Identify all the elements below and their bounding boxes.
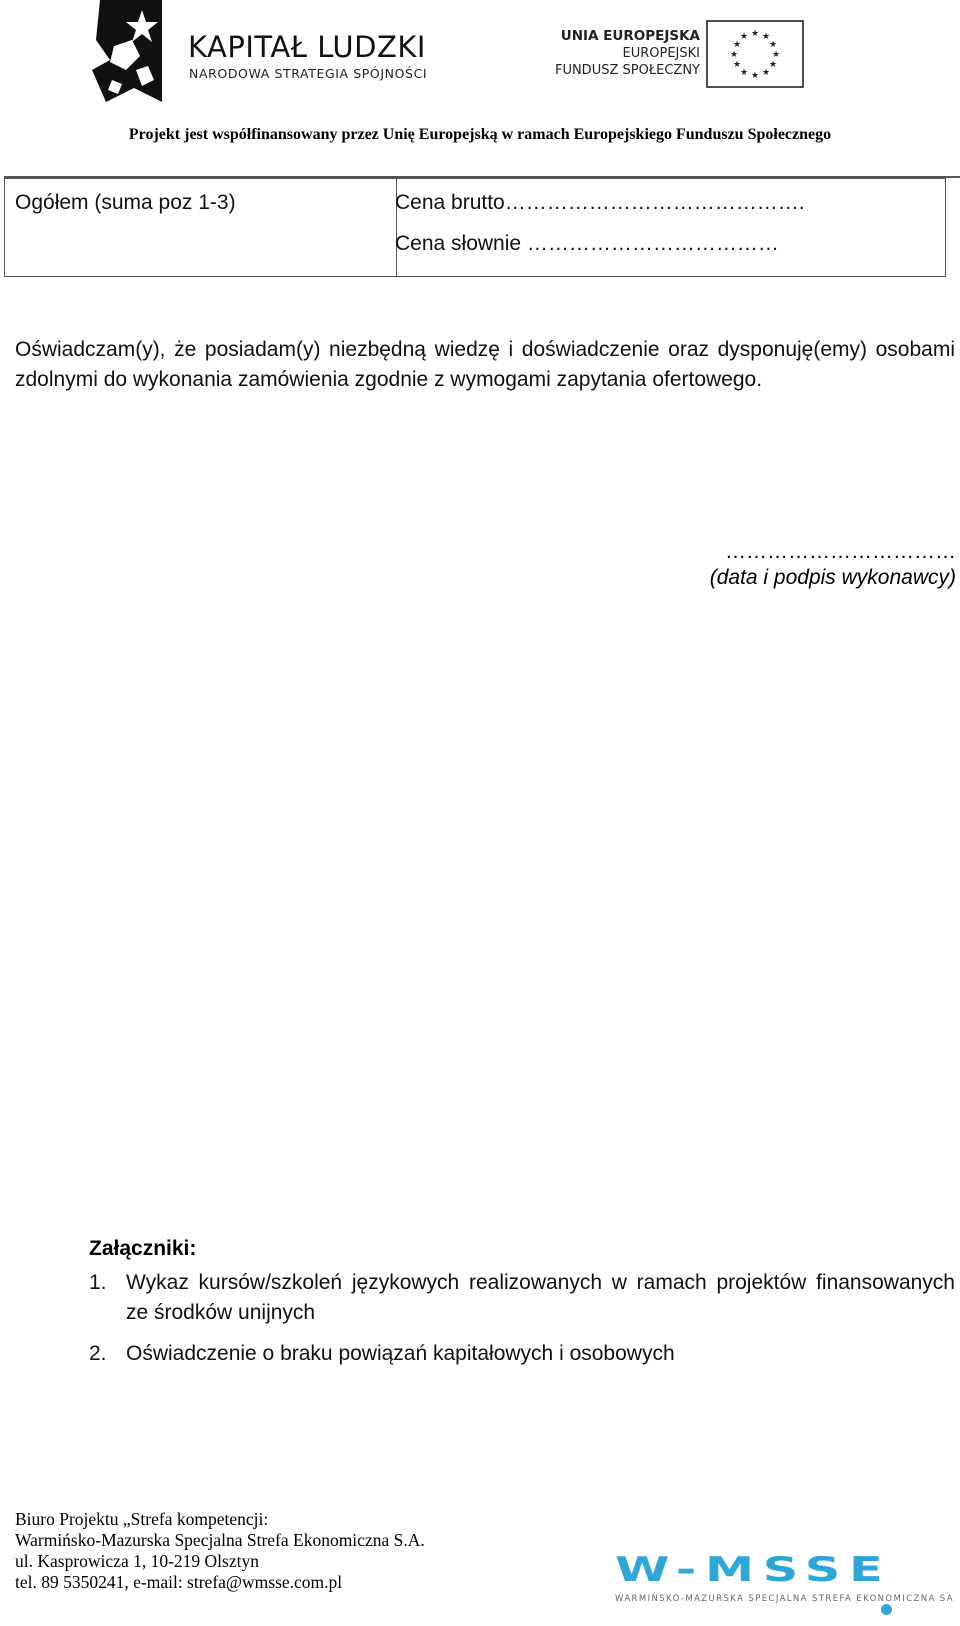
footer-address <box>15 1509 425 1593</box>
kapital-ludzki-title: KAPITAŁ LUDZKI <box>188 30 426 64</box>
attachment-number: 2. <box>89 1342 107 1365</box>
attachment-item <box>89 1268 955 1328</box>
price-gross-field: Cena brutto……………………………………. <box>395 191 805 214</box>
svg-text:★: ★ <box>739 68 749 78</box>
declaration-statement: Oświadczam(y), że posiadam(y) niezbędną wiedzę i doświadczenie oraz dysponuję(emy) osobami zdolnymi do wykonania zamówienia zgodnie z wymogami zapytania ofertowego. <box>15 338 955 391</box>
signature-caption: (data i podpis wykonawcy) <box>709 566 956 589</box>
eu-logo <box>556 20 816 90</box>
svg-text:★: ★ <box>732 40 742 50</box>
kapital-ludzki-subtitle: NARODOWA STRATEGIA SPÓJNOŚCI <box>189 66 428 81</box>
summary-table <box>4 178 946 277</box>
wmsse-logo <box>615 1550 954 1622</box>
svg-text:★: ★ <box>768 60 778 70</box>
eu-logo-line3: FUNDUSZ SPOŁECZNY <box>554 63 700 78</box>
wmsse-dot-icon <box>881 1604 892 1615</box>
kapital-ludzki-emblem-icon <box>92 0 162 110</box>
svg-text:★: ★ <box>761 32 771 42</box>
svg-text:★: ★ <box>732 60 742 70</box>
attachment-number: 1. <box>89 1271 107 1294</box>
eu-logo-text <box>555 28 700 79</box>
footer-line-4: tel. 89 5350241, e-mail: strefa@wmsse.com.pl <box>15 1572 343 1592</box>
eu-logo-line2: EUROPEJSKI <box>622 46 700 61</box>
svg-text:★: ★ <box>750 71 760 81</box>
svg-text:★: ★ <box>771 50 781 60</box>
cofinancing-note: Projekt jest współfinansowany przez Unię Europejską w ramach Europejskiego Funduszu Społecznego <box>128 126 832 143</box>
footer-line-3: ul. Kasprowicza 1, 10-219 Olsztyn <box>15 1551 259 1571</box>
svg-text:★: ★ <box>768 40 778 50</box>
footer-line-2: Warmińsko-Mazurska Specjalna Strefa Ekonomiczna S.A. <box>15 1530 425 1550</box>
summary-label-cell <box>5 179 397 276</box>
summary-label: Ogółem (suma poz 1-3) <box>15 191 236 214</box>
wmsse-logo-subtitle: WARMIŃSKO-MAZURSKA SPECJALNA STREFA EKONOMICZNA SA <box>615 1594 954 1604</box>
attachment-item <box>89 1339 955 1369</box>
attachment-text: Oświadczenie o braku powiązań kapitałowych i osobowych <box>126 1342 675 1365</box>
wmsse-logo-word: W-MSSE <box>615 1550 892 1590</box>
svg-text:★: ★ <box>729 50 739 60</box>
eu-logo-line1: UNIA EUROPEJSKA <box>560 28 700 44</box>
svg-text:★: ★ <box>750 29 760 39</box>
svg-text:★: ★ <box>761 68 771 78</box>
price-words-field: Cena słownie ……………………………… <box>395 232 779 255</box>
svg-text:★: ★ <box>739 32 749 42</box>
kapital-ludzki-logo <box>92 0 432 110</box>
signature-line: …………………………… <box>725 540 956 563</box>
attachments-heading: Załączniki: <box>89 1237 197 1260</box>
attachment-text: Wykaz kursów/szkoleń językowych realizowanych w ramach projektów finansowanych ze środków unijnych <box>126 1271 955 1324</box>
eu-flag-stars-icon <box>706 20 804 88</box>
footer-line-1: Biuro Projektu „Strefa kompetencji: <box>15 1509 269 1529</box>
